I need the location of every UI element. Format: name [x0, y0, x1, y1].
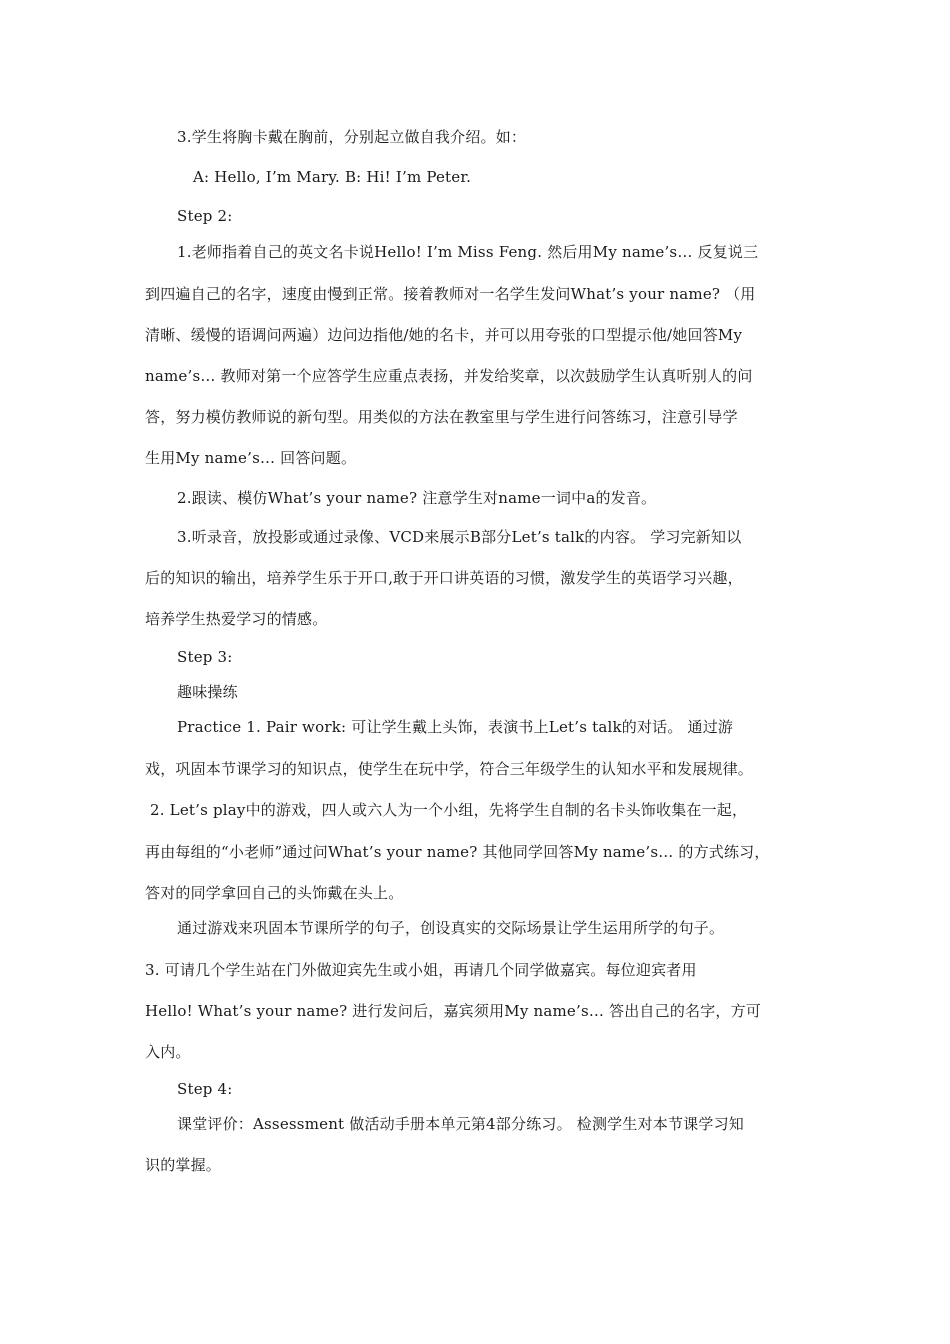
text-line: 2.跟读、模仿What’s your name? 注意学生对name一词中a的发音。 — [177, 489, 657, 507]
section-heading: 趣味操练 — [177, 683, 238, 701]
step-heading: Step 3: — [177, 648, 233, 666]
text-line: A: Hello, I’m Mary. B: Hi! I’m Peter. — [193, 168, 472, 186]
text-line: 2. Let’s play中的游戏，四人或六人为一个小组，先将学生自制的名卡头饰收集在一起， — [150, 801, 748, 819]
text-line: 答，努力模仿教师说的新句型。用类似的方法在教室里与学生进行问答练习，注意引导学 — [145, 408, 738, 426]
text-line: 到四遍自己的名字，速度由慢到正常。接着教师对一名学生发问What’s your name? （用 — [145, 285, 756, 303]
text-line: 答对的同学拿回自己的头饰戴在头上。 — [145, 884, 404, 902]
text-line: 课堂评价：Assessment 做活动手册本单元第4部分练习。 检测学生对本节课学习知 — [177, 1115, 744, 1133]
text-line: name’s… 教师对第一个应答学生应重点表扬，并发给奖章，以次鼓励学生认真听别人的问 — [145, 367, 753, 385]
text-line: 识的掌握。 — [145, 1156, 222, 1174]
text-line: 1.老师指着自己的英文名卡说Hello! I’m Miss Feng. 然后用My name’s… 反复说三 — [177, 243, 759, 261]
text-line: 后的知识的输出，培养学生乐于开口,敢于开口讲英语的习惯，激发学生的英语学习兴趣， — [145, 569, 743, 587]
text-line: Hello! What’s your name? 进行发问后，嘉宾须用My name’s… 答出自己的名字，方可 — [145, 1002, 762, 1020]
text-line: 通过游戏来巩固本节课所学的句子，创设真实的交际场景让学生运用所学的句子。 — [177, 919, 725, 937]
text-line: 生用My name’s… 回答问题。 — [145, 449, 357, 467]
text-line: Practice 1. Pair work: 可让学生戴上头饰，表演书上Let’s talk的对话。 通过游 — [177, 718, 734, 736]
text-line: 入内。 — [145, 1043, 191, 1061]
step-heading: Step 2: — [177, 207, 233, 225]
step-heading: Step 4: — [177, 1080, 233, 1098]
text-line: 再由每组的“小老师”通过问What’s your name? 其他同学回答My name’s… 的方式练习， — [145, 843, 770, 861]
text-line: 培养学生热爱学习的情感。 — [145, 610, 328, 628]
text-line: 3.听录音，放投影或通过录像、VCD来展示B部分Let’s talk的内容。 学习完新知以 — [177, 528, 742, 546]
text-line: 清晰、缓慢的语调问两遍）边问边指他/她的名卡，并可以用夸张的口型提示他/她回答My — [145, 326, 743, 344]
text-line: 3. 可请几个学生站在门外做迎宾先生或小姐，再请几个同学做嘉宾。每位迎宾者用 — [145, 961, 697, 979]
text-line: 3.学生将胸卡戴在胸前，分别起立做自我介绍。如： — [177, 128, 527, 146]
text-line: 戏，巩固本节课学习的知识点，使学生在玩中学，符合三年级学生的认知水平和发展规律。 — [145, 760, 754, 778]
